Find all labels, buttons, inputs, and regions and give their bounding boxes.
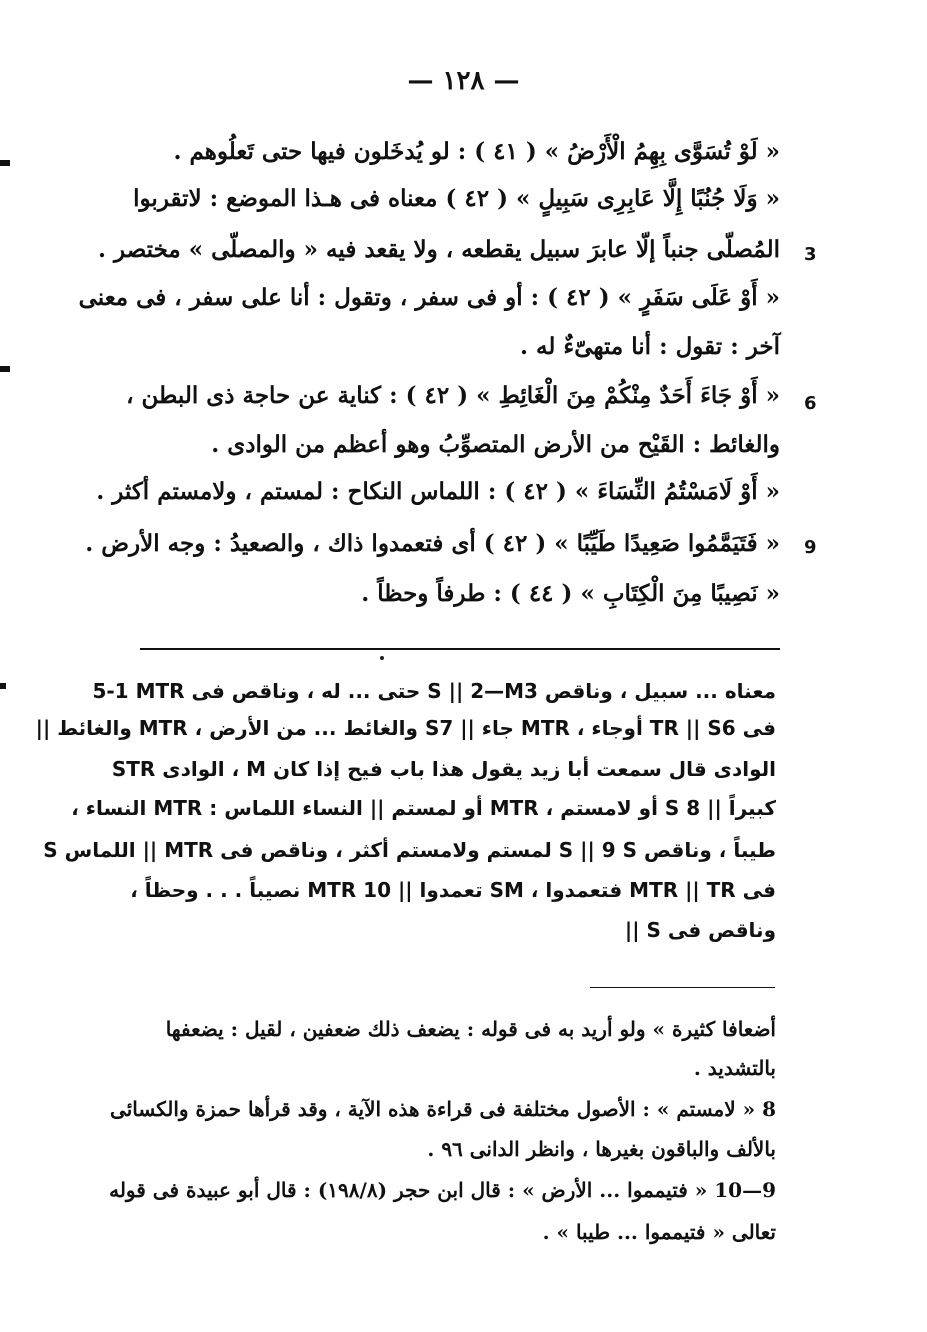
note-line-4: بالألف والباقون بغيرها ، وانظر الدانى ٩٦ . <box>427 1137 776 1161</box>
main-line-9: « فَتَيَمَّمُوا صَعِيدًا طَيِّبًا » ( ٤٢ ) أى فتعمدوا ذاك ، والصعيدُ : وجه الأرض . <box>85 530 780 557</box>
note-line-6: تعالى « فتيمموا ... طيبا » . <box>542 1220 776 1244</box>
apparatus-line-3: STR الوادى ، M الوادى قال سمعت أبا زيد يقول هذا باب فيح إذا كان <box>111 757 776 781</box>
main-line-5: آخر : تقول : أنا متهىّءٌ له . <box>520 333 780 360</box>
line-number-3: 3 <box>804 244 817 265</box>
apparatus-line-2: فى TR || S6 أوجاء ، MTR جاء || S7 والغائط ... من الأرض ، MTR والغائط || <box>35 716 776 740</box>
note-line-1: أضعافا كثيرة » ولو أريد به فى قوله : يضعف ذلك ضعفين ، لقيل : يضعفها <box>165 1017 776 1041</box>
main-line-4: « أَوْ عَلَى سَفَرٍ » ( ٤٢ ) : أو فى سفر ، وتقول : أنا على سفر ، فى معنى <box>78 284 780 311</box>
scan-edge-mark <box>0 683 6 689</box>
main-line-3: المُصلّى جنباً إلّا عابرَ سبيل يقطعه ، ولا يقعد فيه « والمصلّى » مختصر . <box>97 236 780 263</box>
main-line-8: « أَوْ لَامَسْتُمُ النِّسَاءَ » ( ٤٢ ) : اللماس النكاح : لمستم ، ولامستم أكثر . <box>96 478 780 505</box>
main-line-2: « وَلَا جُنُبًا إِلَّا عَابِرِى سَبِيلٍ » ( ٤٢ ) معناه فى هـذا الموضع : لاتقربوا <box>133 185 780 212</box>
apparatus-line-5: S اللماس || MTR لمستم ولامستم أكثر ، وناقص فى S || 9 S طيباً ، وناقص <box>43 838 776 862</box>
main-line-7: والغائط : القَيْح من الأرض المتصوِّبُ وهو أعظم من الوادى . <box>211 431 780 458</box>
page-number: — ١٢٨ — <box>407 66 520 96</box>
line-number-6: 6 <box>804 393 817 414</box>
note-line-3: 8 « لامستم » : الأصول مختلفة فى قراءة هذه الآية ، وقد قرأها حمزة والكسائى <box>110 1097 776 1121</box>
main-line-1: « لَوْ تُسَوَّى بِهِمُ الْأَرْضُ » ( ٤١ ) : لو يُدخَلون فيها حتى تَعلُوهم . <box>173 138 780 165</box>
apparatus-line-1: 5-1 MTR حتى ... له ، وناقص فى S || 2—M3 معناه ... سبيل ، وناقص <box>92 679 776 703</box>
apparatus-line-7: وناقص فى S || <box>624 918 776 942</box>
main-line-6: « أَوْ جَاءَ أَحَدٌ مِنْكُمْ مِنَ الْغَائِطِ » ( ٤٢ ) : كناية عن حاجة ذى البطن ، <box>126 382 780 409</box>
line-number-9: 9 <box>804 537 817 558</box>
scan-edge-mark <box>0 366 10 372</box>
scan-edge-mark <box>0 160 10 166</box>
apparatus-separator-rule <box>140 648 780 650</box>
note-line-2: بالتشديد . <box>693 1056 776 1080</box>
note-line-5: 9—10 « فتيمموا ... الأرض » : قال ابن حجر (١٩٨/٨) : قال أبو عبيدة فى قوله <box>109 1178 776 1202</box>
main-line-10: « نَصِيبًا مِنَ الْكِتَابِ » ( ٤٤ ) : طرفاً وحظاً . <box>361 580 780 607</box>
ink-dot <box>380 656 384 660</box>
apparatus-line-6: فى MTR || TR فتعمدوا ، SM تعمدوا || 10 MTR نصيباً . . . وحظاً ، <box>130 878 776 902</box>
apparatus-line-4: كبيراً || S 8 أو لامستم ، MTR أو لمستم || النساء اللماس : MTR النساء ، <box>71 796 776 820</box>
footnote-separator-rule <box>590 987 775 988</box>
